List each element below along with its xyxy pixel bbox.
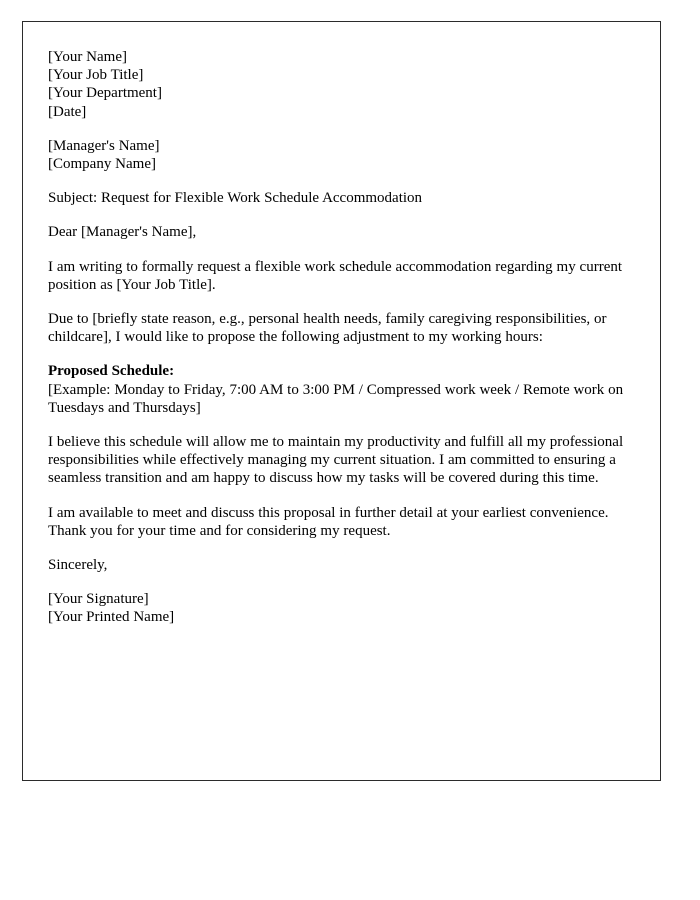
recipient-manager-name: [Manager's Name] (48, 137, 160, 154)
paragraph-reason: Due to [briefly state reason, e.g., personal health needs, family caregiving responsibilities, or childcare], I would like to propose the following adjustment to my working hours: (48, 311, 607, 346)
paragraph-availability: I am available to meet and discuss this proposal in further detail at your earliest convenience. Thank you for your time and for considering my request. (48, 504, 609, 539)
sender-address-block (48, 48, 632, 121)
letter-date: [Date] (48, 103, 87, 120)
letter-sheet (22, 21, 661, 781)
printed-name-placeholder: [Your Printed Name] (48, 609, 175, 626)
paragraph-intro: I am writing to formally request a flexible work schedule accommodation regarding my current position as [Your Job Title]. (48, 258, 623, 293)
sender-job-title: [Your Job Title] (48, 67, 144, 84)
subject-line: Subject: Request for Flexible Work Schedule Accommodation (48, 190, 423, 207)
proposed-schedule-heading: Proposed Schedule: (48, 363, 175, 380)
proposed-schedule-block (48, 362, 632, 417)
letter-content (48, 48, 632, 627)
recipient-company-name: [Company Name] (48, 156, 156, 173)
proposed-schedule-detail: [Example: Monday to Friday, 7:00 AM to 3:00 PM / Compressed work week / Remote work on Tuesdays and Thursdays] (48, 381, 624, 416)
salutation: Dear [Manager's Name], (48, 224, 197, 241)
sender-name: [Your Name] (48, 49, 127, 65)
signature-block (48, 590, 632, 626)
closing-salutation: Sincerely, (48, 557, 108, 574)
sender-department: [Your Department] (48, 85, 162, 102)
recipient-address-block (48, 137, 632, 173)
signature-placeholder: [Your Signature] (48, 591, 149, 608)
paragraph-assurance: I believe this schedule will allow me to maintain my productivity and fulfill all my professional responsibilities while effectively managing my current situation. I am committed to ensuring a seamless transition and am happy to discuss how my tasks will be covered during this time. (48, 434, 624, 487)
